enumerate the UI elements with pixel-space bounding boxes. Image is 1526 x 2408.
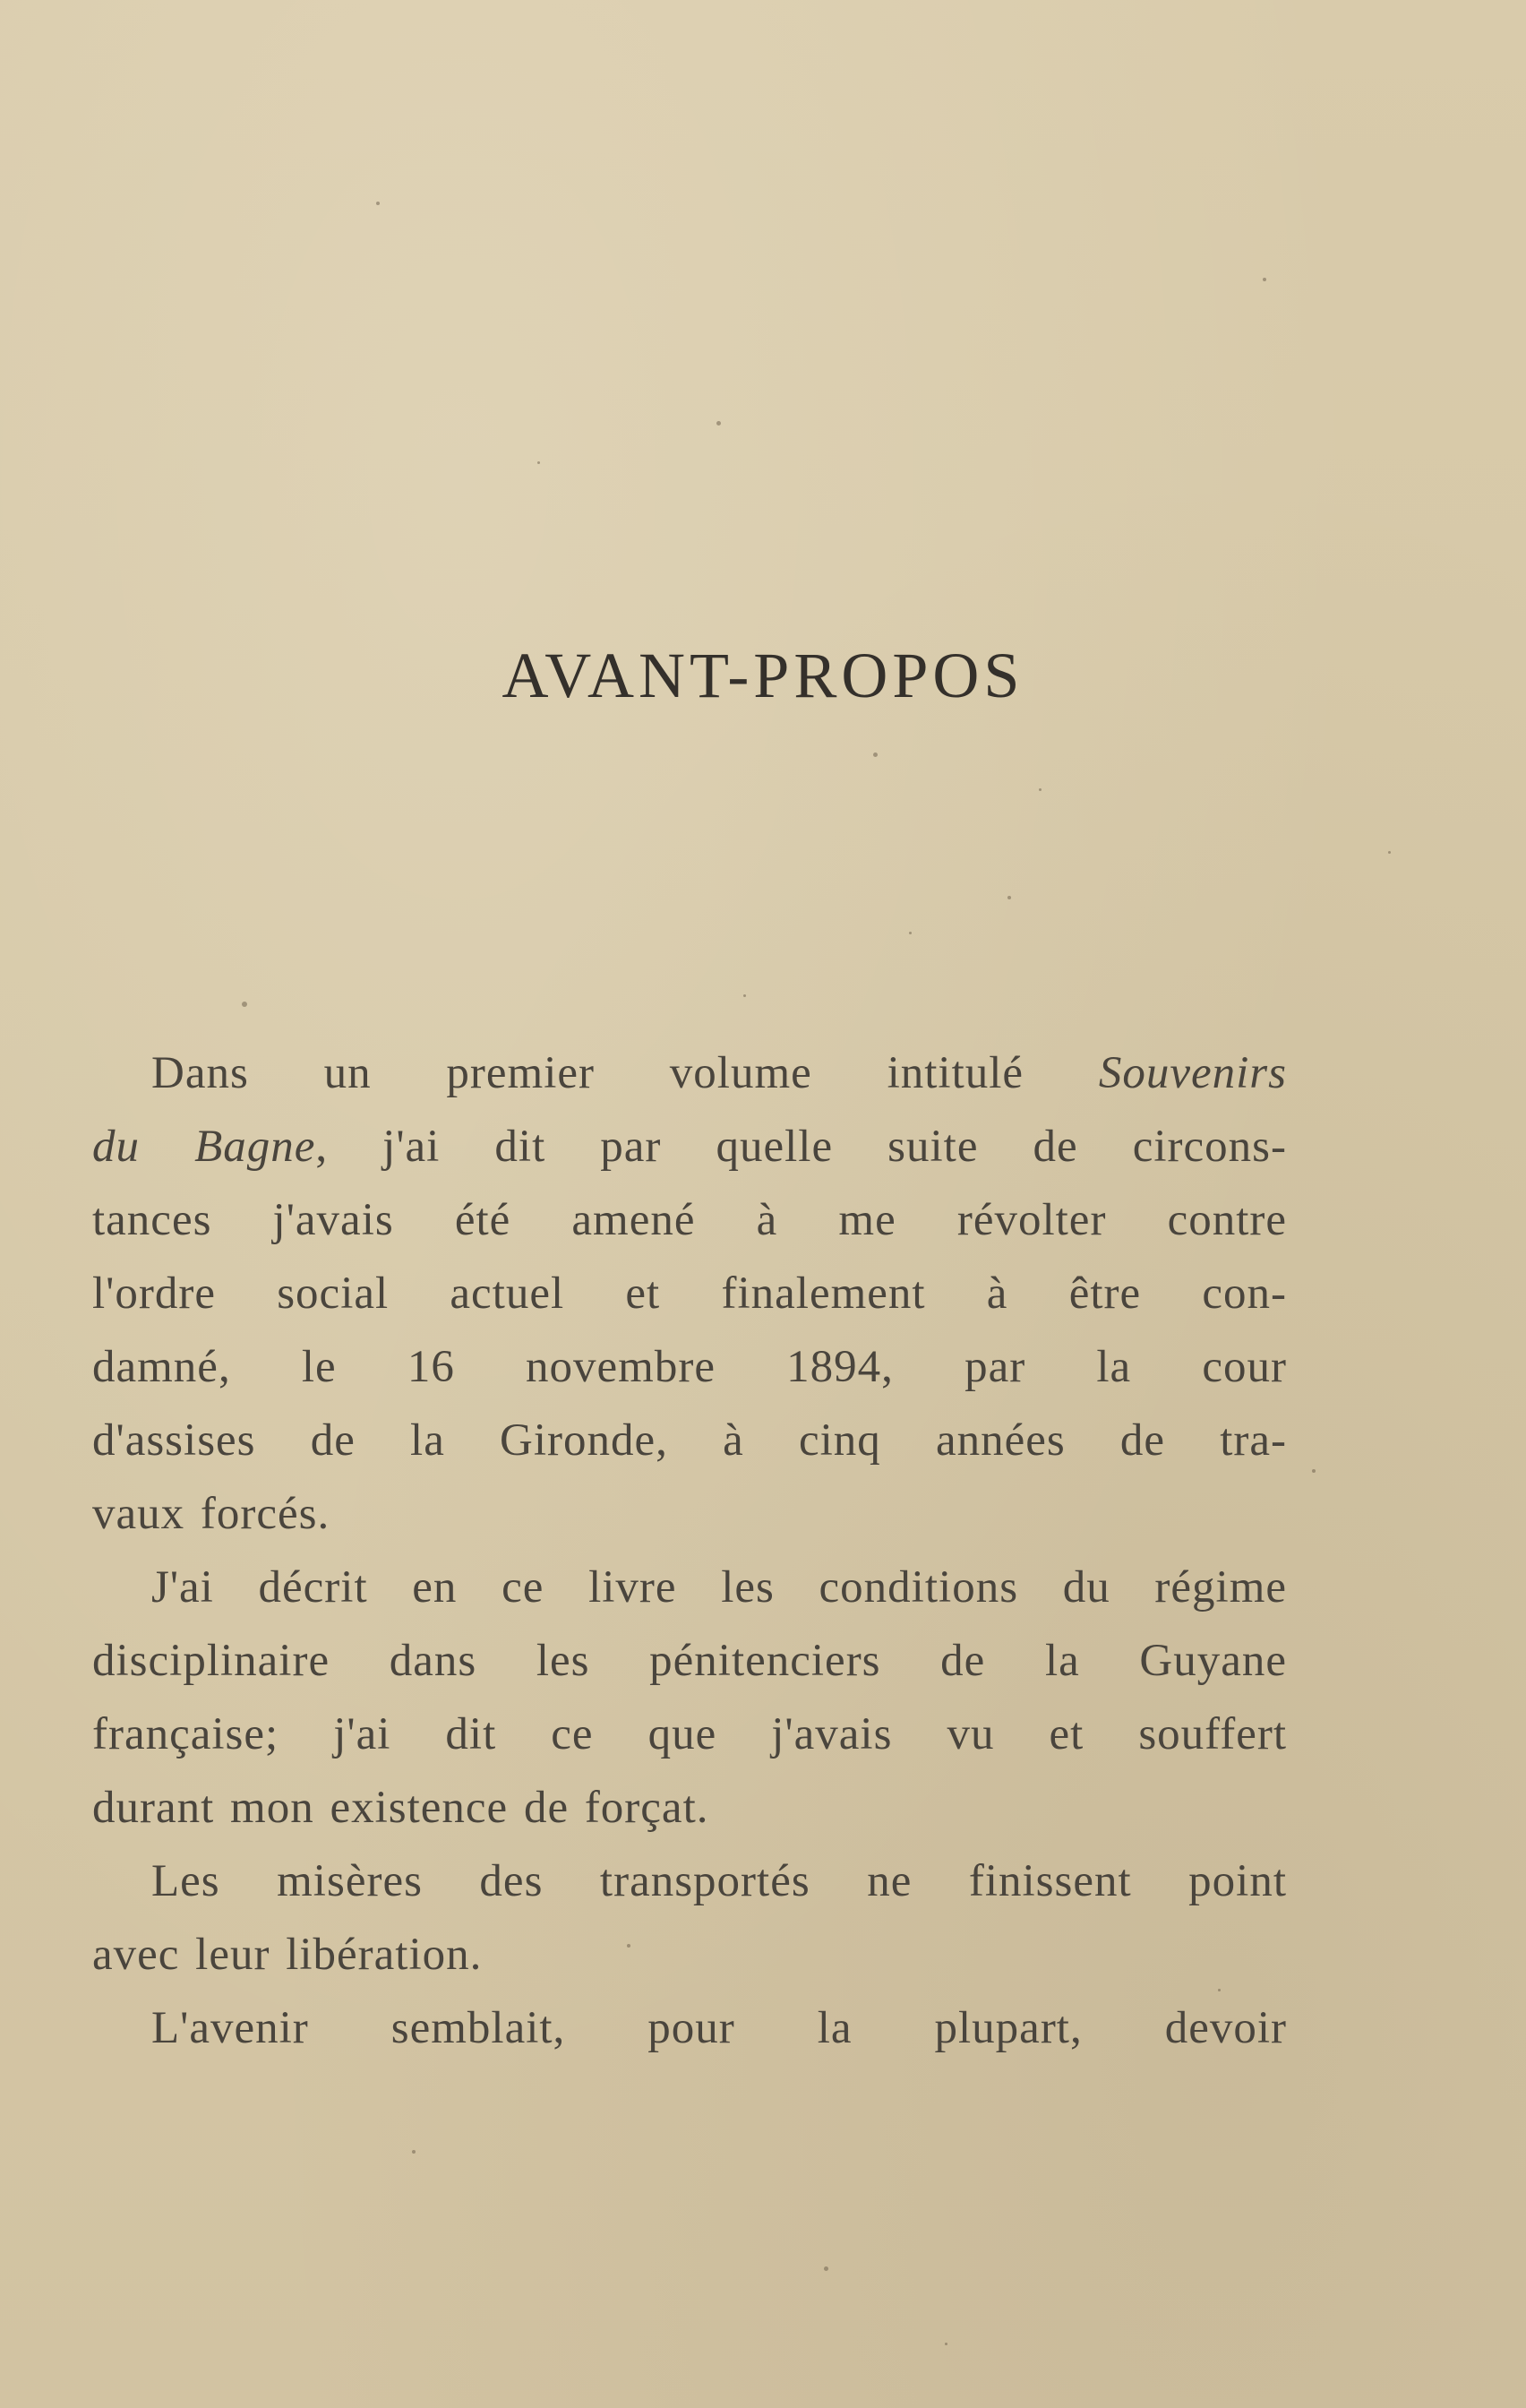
italic-text: du Bagne	[92, 1122, 316, 1172]
paper-speck	[1388, 851, 1391, 854]
paper-speck	[242, 1002, 247, 1007]
text-run: damné, le 16 novembre 1894, par la cour	[92, 1342, 1287, 1392]
paper-speck	[412, 2150, 416, 2154]
page-title: AVANT-PROPOS	[502, 640, 1024, 711]
text-line	[92, 1771, 1287, 1845]
paper-speck	[1263, 278, 1266, 281]
text-line	[92, 1845, 1287, 1918]
paper-speck	[1007, 896, 1011, 899]
paper-speck	[743, 994, 746, 997]
text-run: vaux forcés.	[92, 1489, 330, 1539]
text-run: d'assises de la Gironde, à cinq années de tra-	[92, 1415, 1287, 1466]
paper-speck	[376, 202, 380, 205]
text-run: avec leur libération.	[92, 1930, 483, 1980]
paper-speck	[1312, 1469, 1316, 1473]
paper-speck	[716, 421, 721, 426]
paper-speck	[909, 932, 912, 934]
paper-speck	[1128, 1451, 1131, 1454]
body-text	[92, 1036, 1287, 2065]
text-run: tances j'avais été amené à me révolter contre	[92, 1195, 1287, 1245]
text-run: française; j'ai dit ce que j'avais vu et souffert	[92, 1709, 1287, 1759]
text-line	[92, 1183, 1287, 1257]
text-run: l'ordre social actuel et finalement à être con-	[92, 1268, 1287, 1319]
text-run: disciplinaire dans les pénitenciers de la Guyane	[92, 1636, 1287, 1686]
text-line	[92, 1110, 1287, 1183]
text-run: Dans un premier volume intitulé	[151, 1048, 1099, 1098]
paper-speck	[627, 1944, 630, 1948]
text-line	[92, 1991, 1287, 2065]
text-line	[92, 1404, 1287, 1477]
italic-text: Souvenirs	[1098, 1048, 1287, 1098]
paper-speck	[824, 2266, 828, 2271]
paper-speck	[1218, 1989, 1221, 1991]
text-line	[92, 1257, 1287, 1330]
text-run: Les misères des transportés ne finissent point	[151, 1856, 1287, 1906]
text-run: , j'ai dit par quelle suite de circons-	[315, 1122, 1287, 1172]
paper-speck	[537, 461, 540, 464]
text-line	[92, 1551, 1287, 1624]
text-line	[92, 1698, 1287, 1771]
text-line	[92, 1918, 1287, 1991]
paper-speck	[873, 752, 878, 757]
text-line	[92, 1477, 1287, 1551]
text-run: durant mon existence de forçat.	[92, 1783, 709, 1833]
text-run: J'ai décrit en ce livre les conditions du régime	[151, 1562, 1287, 1612]
paper-speck	[945, 2343, 947, 2345]
text-run: L'avenir semblait, pour la plupart, devoir	[151, 2003, 1287, 2053]
text-line	[92, 1624, 1287, 1698]
text-line	[92, 1330, 1287, 1404]
paper-speck	[1039, 788, 1042, 791]
text-line	[92, 1036, 1287, 1110]
